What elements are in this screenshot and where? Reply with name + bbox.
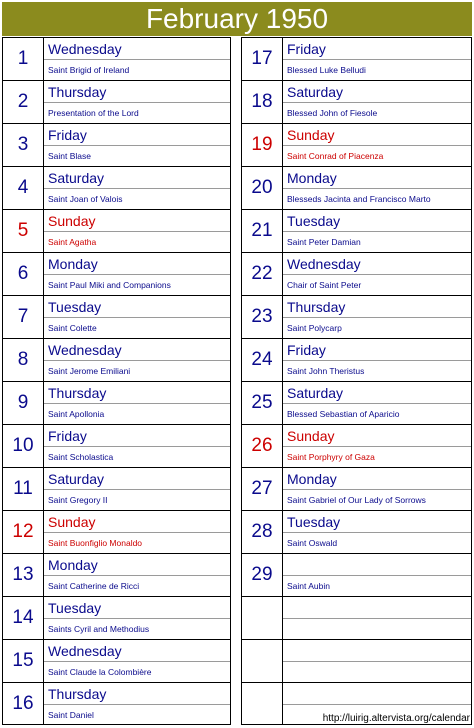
saint-name: Saint Gregory II xyxy=(44,489,230,510)
weekday-name: Thursday xyxy=(48,385,107,401)
day-cell xyxy=(44,339,231,381)
weekday-name: Tuesday xyxy=(48,299,102,315)
day-row xyxy=(2,424,231,467)
day-number: 7 xyxy=(2,296,44,338)
day-cell xyxy=(44,511,231,553)
saint-name: Saint Oswald xyxy=(283,532,471,553)
saint-name: Saint Colette xyxy=(44,317,230,338)
saint-name xyxy=(283,661,471,682)
day-cell xyxy=(44,38,231,80)
day-row xyxy=(241,424,472,467)
weekday-name: Wednesday xyxy=(287,256,361,272)
day-number: 16 xyxy=(2,683,44,725)
day-row xyxy=(2,123,231,166)
day-row xyxy=(2,80,231,123)
saint-name: Saint Catherine de Ricci xyxy=(44,575,230,596)
saint-name: Blesseds Jacinta and Francisco Marto xyxy=(283,188,471,209)
day-cell xyxy=(44,382,231,424)
weekday-name: Saturday xyxy=(48,170,105,186)
day-row xyxy=(2,596,231,639)
day-cell xyxy=(283,425,472,467)
saint-name: Saint Claude la Colombière xyxy=(44,661,230,682)
day-cell xyxy=(283,339,472,381)
day-number: 12 xyxy=(2,511,44,553)
day-row xyxy=(241,209,472,252)
day-number: 24 xyxy=(241,339,283,381)
saint-name: Saint Brigid of Ireland xyxy=(44,59,230,80)
day-row xyxy=(241,467,472,510)
saint-name: Saint Paul Miki and Companions xyxy=(44,274,230,295)
day-row xyxy=(2,510,231,553)
day-cell xyxy=(44,296,231,338)
day-row xyxy=(241,553,472,596)
day-number: 6 xyxy=(2,253,44,295)
day-number: 9 xyxy=(2,382,44,424)
day-cell xyxy=(283,468,472,510)
saint-name: Saint Jerome Emiliani xyxy=(44,360,230,381)
saint-name: Saints Cyril and Methodius xyxy=(44,618,230,639)
right-column xyxy=(241,37,472,726)
day-cell xyxy=(283,253,472,295)
day-number xyxy=(241,683,283,725)
weekday-name: Thursday xyxy=(48,686,107,702)
day-cell xyxy=(44,253,231,295)
left-column xyxy=(2,37,231,726)
day-number: 26 xyxy=(241,425,283,467)
day-row xyxy=(2,381,231,424)
weekday-name: Saturday xyxy=(287,385,344,401)
weekday-name: Tuesday xyxy=(48,600,102,616)
weekday-name xyxy=(287,641,469,662)
day-cell xyxy=(44,124,231,166)
day-number: 17 xyxy=(241,38,283,80)
day-number xyxy=(241,597,283,639)
saint-name: Saint Scholastica xyxy=(44,446,230,467)
day-cell xyxy=(283,124,472,166)
weekday-name: Saturday xyxy=(48,471,105,487)
day-number: 19 xyxy=(241,124,283,166)
day-number: 8 xyxy=(2,339,44,381)
saint-name: Saint Peter Damian xyxy=(283,231,471,252)
weekday-name: Thursday xyxy=(287,299,346,315)
day-row xyxy=(2,338,231,381)
weekday-name: Thursday xyxy=(48,84,107,100)
day-row xyxy=(241,381,472,424)
day-cell xyxy=(44,425,231,467)
day-cell xyxy=(283,554,472,596)
weekday-name: Wednesday xyxy=(48,342,122,358)
weekday-name: Tuesday xyxy=(287,213,341,229)
day-row xyxy=(2,37,231,80)
day-number: 5 xyxy=(2,210,44,252)
day-row xyxy=(241,37,472,80)
day-cell xyxy=(44,683,231,725)
weekday-name: Sunday xyxy=(287,428,335,444)
day-number xyxy=(241,640,283,682)
day-number: 11 xyxy=(2,468,44,510)
weekday-name: Wednesday xyxy=(48,643,122,659)
day-cell xyxy=(283,597,472,639)
saint-name: Saint Daniel xyxy=(44,704,230,725)
day-cell xyxy=(44,81,231,123)
saint-name: Saint Conrad of Piacenza xyxy=(283,145,471,166)
day-cell xyxy=(283,296,472,338)
day-number: 15 xyxy=(2,640,44,682)
weekday-name: Friday xyxy=(287,342,326,358)
day-number: 27 xyxy=(241,468,283,510)
weekday-name: Friday xyxy=(48,428,87,444)
day-cell xyxy=(44,167,231,209)
day-row xyxy=(2,639,231,682)
weekday-name: Sunday xyxy=(48,213,96,229)
day-number: 3 xyxy=(2,124,44,166)
day-cell xyxy=(44,468,231,510)
weekday-name xyxy=(287,684,469,705)
day-row xyxy=(2,682,231,725)
day-number: 13 xyxy=(2,554,44,596)
weekday-name xyxy=(287,598,469,619)
saint-name: Saint Gabriel of Our Lady of Sorrows xyxy=(283,489,471,510)
day-cell xyxy=(283,210,472,252)
day-number: 20 xyxy=(241,167,283,209)
calendar-title: February 1950 xyxy=(2,2,472,36)
day-row xyxy=(241,252,472,295)
day-cell xyxy=(44,640,231,682)
day-number: 25 xyxy=(241,382,283,424)
weekday-name: Monday xyxy=(287,471,337,487)
saint-name: Presentation of the Lord xyxy=(44,102,230,123)
saint-name xyxy=(283,618,471,639)
saint-name: Saint Polycarp xyxy=(283,317,471,338)
saint-name: Saint Porphyry of Gaza xyxy=(283,446,471,467)
day-number: 10 xyxy=(2,425,44,467)
day-cell xyxy=(283,640,472,682)
day-row xyxy=(241,338,472,381)
weekday-name: Monday xyxy=(48,557,98,573)
day-number: 29 xyxy=(241,554,283,596)
weekday-name: Monday xyxy=(287,170,337,186)
day-row xyxy=(241,295,472,338)
day-row xyxy=(241,123,472,166)
day-row xyxy=(241,639,472,682)
saint-name: Saint Aubin xyxy=(283,575,471,596)
weekday-name xyxy=(287,555,469,576)
saint-name: Blessed Sebastian of Aparicio xyxy=(283,403,471,424)
day-cell xyxy=(283,382,472,424)
day-number: 23 xyxy=(241,296,283,338)
day-number: 14 xyxy=(2,597,44,639)
day-number: 22 xyxy=(241,253,283,295)
saint-name: Saint Agatha xyxy=(44,231,230,252)
saint-name: Saint Buonfiglio Monaldo xyxy=(44,532,230,553)
day-cell xyxy=(44,597,231,639)
day-number: 18 xyxy=(241,81,283,123)
day-row xyxy=(241,166,472,209)
day-row xyxy=(241,80,472,123)
saint-name: Saint Joan of Valois xyxy=(44,188,230,209)
day-number: 4 xyxy=(2,167,44,209)
day-cell xyxy=(283,167,472,209)
day-cell xyxy=(283,511,472,553)
day-cell xyxy=(283,38,472,80)
day-number: 1 xyxy=(2,38,44,80)
day-number: 28 xyxy=(241,511,283,553)
day-row xyxy=(2,295,231,338)
day-row xyxy=(241,596,472,639)
weekday-name: Friday xyxy=(287,41,326,57)
day-cell xyxy=(283,81,472,123)
weekday-name: Tuesday xyxy=(287,514,341,530)
day-row xyxy=(2,467,231,510)
calendar-grid xyxy=(2,37,472,725)
weekday-name: Wednesday xyxy=(48,41,122,57)
saint-name: Blessed John of Fiesole xyxy=(283,102,471,123)
day-number: 2 xyxy=(2,81,44,123)
weekday-name: Sunday xyxy=(48,514,96,530)
day-row xyxy=(2,209,231,252)
saint-name: Saint John Theristus xyxy=(283,360,471,381)
day-row xyxy=(2,252,231,295)
day-number: 21 xyxy=(241,210,283,252)
saint-name: Blessed Luke Belludi xyxy=(283,59,471,80)
weekday-name: Friday xyxy=(48,127,87,143)
saint-name: Chair of Saint Peter xyxy=(283,274,471,295)
footer-link[interactable]: http://luirig.altervista.org/calendar xyxy=(322,713,470,724)
saint-name: Saint Apollonia xyxy=(44,403,230,424)
weekday-name: Monday xyxy=(48,256,98,272)
saint-name: Saint Blase xyxy=(44,145,230,166)
day-row xyxy=(2,553,231,596)
weekday-name: Sunday xyxy=(287,127,335,143)
weekday-name: Saturday xyxy=(287,84,344,100)
day-cell xyxy=(44,210,231,252)
day-row xyxy=(241,510,472,553)
day-cell xyxy=(44,554,231,596)
day-row xyxy=(2,166,231,209)
